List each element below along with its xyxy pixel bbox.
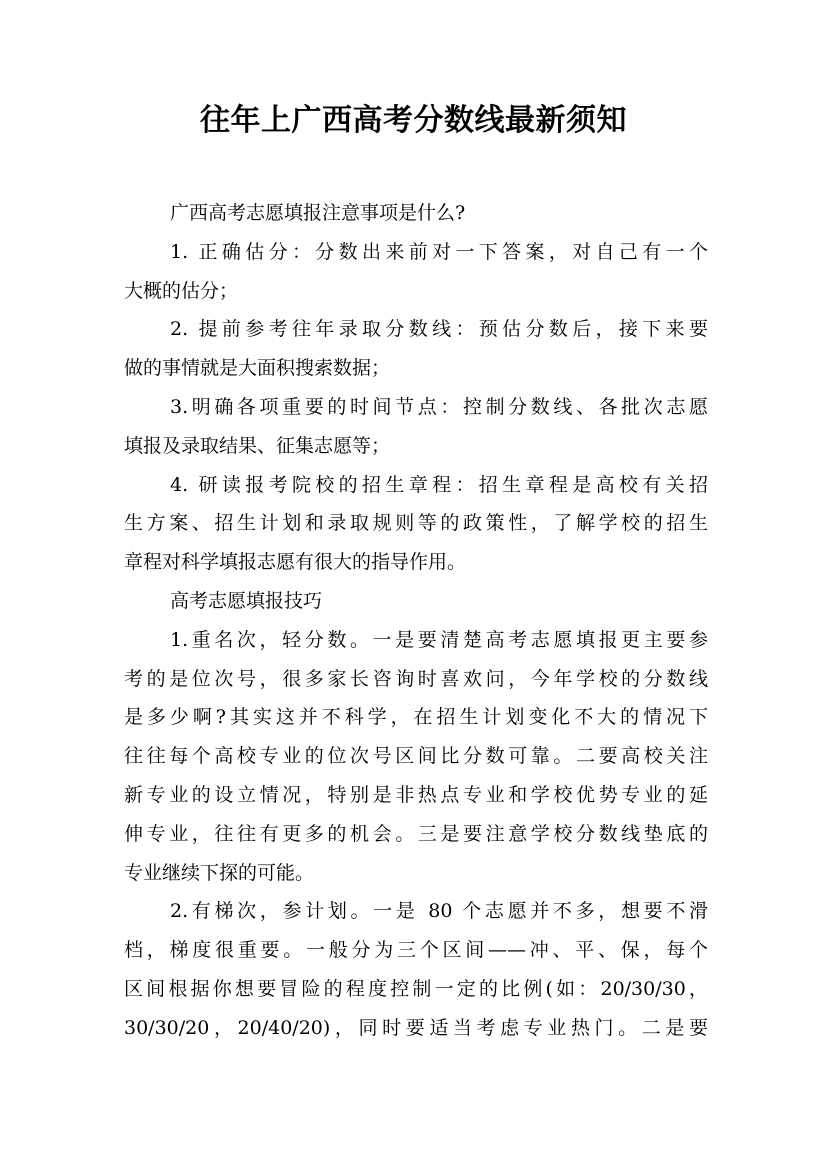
paragraph-line: 考的是位次号，很多家长咨询时喜欢问，今年学校的分数线 — [124, 667, 708, 690]
document-body — [124, 194, 708, 1048]
paragraph-line: 2. 提前参考往年录取分数线：预估分数后，接下来要 — [170, 318, 708, 341]
paragraph-line: 做的事情就是大面积搜索数据； — [124, 357, 391, 380]
paragraph-line: 4. 研读报考院校的招生章程：招生章程是高校有关招 — [170, 473, 708, 496]
paragraph-line: 30/30/20，20/40/20)，同时要适当考虑专业热门。二是要 — [124, 1016, 708, 1039]
paragraph-line: 填报及录取结果、征集志愿等； — [124, 434, 391, 457]
paragraph-line: 专业继续下探的可能。 — [124, 861, 315, 884]
paragraph-line: 新专业的设立情况，特别是非热点专业和学校优势专业的延 — [124, 783, 708, 806]
paragraph-line: 广西高考志愿填报注意事项是什么? — [170, 202, 466, 224]
paragraph-line: 3.明确各项重要的时间节点：控制分数线、各批次志愿 — [170, 395, 708, 418]
paragraph-line: 区间根据你想要冒险的程度控制一定的比例(如：20/30/30， — [124, 977, 708, 1000]
paragraph-line: 1. 正确估分：分数出来前对一下答案，对自己有一个 — [170, 240, 708, 263]
paragraph-line: 1.重名次，轻分数。一是要清楚高考志愿填报更主要参 — [170, 628, 708, 651]
paragraph-line: 高考志愿填报技巧 — [170, 589, 323, 612]
paragraph-line: 大概的估分； — [124, 279, 239, 302]
document-title: 往年上广西高考分数线最新须知 — [200, 103, 627, 138]
paragraph-line: 生方案、招生计划和录取规则等的政策性，了解学校的招生 — [124, 512, 708, 535]
paragraph-line: 档，梯度很重要。一般分为三个区间——冲、平、保，每个 — [124, 939, 708, 962]
paragraph-line: 2.有梯次，参计划。一是 80 个志愿并不多，想要不滑 — [170, 900, 708, 923]
paragraph-line: 往往每个高校专业的位次号区间比分数可靠。二要高校关注 — [124, 745, 708, 768]
paragraph-line: 是多少啊?其实这并不科学，在招生计划变化不大的情况下 — [124, 706, 708, 729]
paragraph-line: 章程对科学填报志愿有很大的指导作用。 — [124, 551, 467, 574]
paragraph-line: 伸专业，往往有更多的机会。三是要注意学校分数线垫底的 — [124, 822, 708, 845]
